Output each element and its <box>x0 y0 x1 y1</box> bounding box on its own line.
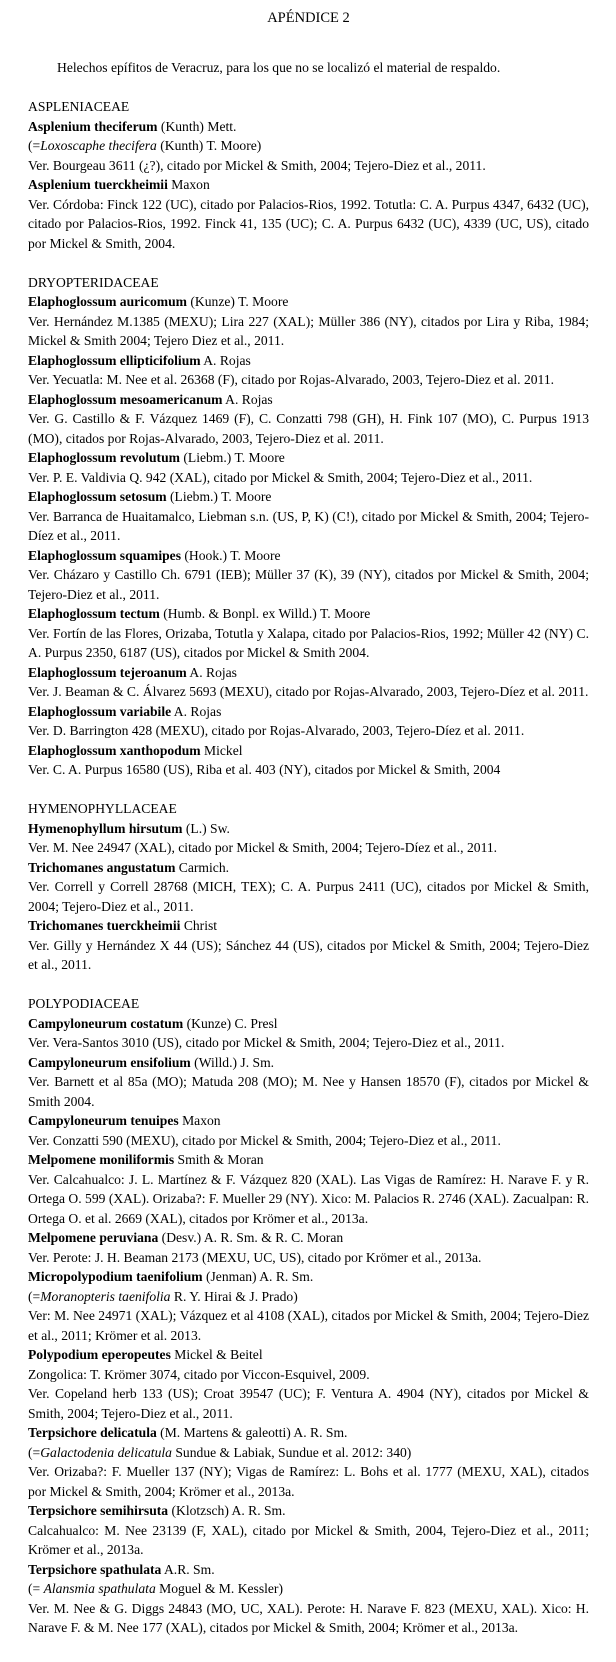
citation-text: Ver. Gilly y Hernández X 44 (US); Sánchez 44 (US), citados por Mickel & Smith, 2004; Tejero-Diez et al., 2011. <box>28 937 589 972</box>
citation-text: (Kunth) Mett. <box>157 118 237 134</box>
species-name: Campyloneurum ensifolium <box>28 1054 191 1070</box>
citation-text: (Kunth) T. Moore) <box>156 138 262 153</box>
species-name-line <box>28 916 589 936</box>
species-name-line <box>28 1228 589 1248</box>
species-name: Terpsichore delicatula <box>28 1425 157 1440</box>
entry-text-line <box>28 312 589 351</box>
entry-text-line <box>28 156 589 176</box>
species-name: Elaphoglossum xanthopodum <box>28 742 201 758</box>
citation-text: (Hook.) T. Moore <box>180 547 281 563</box>
citation-text: (Klotzsch) A. R. Sm. <box>168 1503 286 1518</box>
citation-text: Sundue & Labiak, Sundue et al. 2012: 340) <box>171 1444 412 1460</box>
family-section <box>28 97 589 253</box>
citation-text: Ver. J. Beaman & C. Álvarez 5693 (MEXU), citado por Rojas-Alvarado, 2003, Tejero-Díez et al. 2011. <box>28 684 589 699</box>
citation-text: Ver. Vera-Santos 3010 (US), citado por Mickel & Smith, 2004; Tejero-Diez et al., 2011. <box>28 1035 505 1050</box>
entry-text-line <box>28 1579 589 1599</box>
species-name-line <box>28 1423 589 1443</box>
citation-text: Ver. Bourgeau 3611 (¿?), citado por Mickel & Smith, 2004; Tejero-Diez et al., 2011. <box>28 157 486 173</box>
species-name: Melpomene peruviana <box>28 1230 159 1245</box>
citation-text: Ver. Córdoba: Finck 122 (UC), citado por Palacios-Rios, 1992. Totutla: C. A. Purpus 4347, 6432 (UC), citado por Palacios-Rios, 1992. Finck 41, 135 (UC); C. A. Purpus 6432 (UC), 4339 (UC, US), citado por Mickel & Smith, 2004. <box>28 196 589 251</box>
citation-text: (M. Martens & galeotti) A. R. Sm. <box>156 1425 348 1440</box>
family-heading: POLYPODIACEAE <box>28 996 140 1011</box>
entry-text-line <box>28 1521 589 1560</box>
entry-text-line <box>28 760 589 780</box>
species-name: Micropolypodium taenifolium <box>28 1269 203 1284</box>
species-name: Elaphoglossum auricomum <box>28 294 187 309</box>
entry-text-line <box>28 195 589 254</box>
species-name: Elaphoglossum revolutum <box>28 450 180 465</box>
citation-text: (= <box>28 138 41 153</box>
species-name: Terpsichore semihirsuta <box>28 1503 169 1518</box>
species-name: Campyloneurum costatum <box>28 1015 184 1031</box>
entry-text-line <box>28 624 589 663</box>
citation-text: Ver. C. A. Purpus 16580 (US), Riba et al. 403 (NY), citados por Mickel & Smith, 2004 <box>28 762 501 777</box>
citation-text: Carmich. <box>175 859 230 875</box>
citation-text: Ver. Hernández M.1385 (MEXU); Lira 227 (XAL); Müller 386 (NY), citados por Lira y Riba, 1984; Mickel & Smith 2004; Tejero Diez et al., 2011. <box>28 313 589 348</box>
species-name: Melpomene moniliformis <box>28 1152 175 1167</box>
family-section <box>28 273 589 780</box>
citation-text: (Liebm.) T. Moore <box>166 489 272 504</box>
citation-text: A. Rojas <box>171 703 222 719</box>
citation-text: (= <box>28 1581 44 1596</box>
citation-text: (= <box>28 1288 41 1304</box>
species-name-line <box>28 1267 589 1287</box>
citation-text: Ver. Conzatti 590 (MEXU), citado por Mickel & Smith, 2004; Tejero-Diez et al., 2011. <box>28 1132 501 1148</box>
citation-text: (Liebm.) T. Moore <box>179 450 285 465</box>
species-name-line <box>28 390 589 410</box>
citation-text: Maxon <box>167 177 210 192</box>
species-name: Polypodium eperopeutes <box>28 1347 171 1362</box>
entry-text-line <box>28 409 589 448</box>
entry-text-line <box>28 1306 589 1345</box>
entry-text-line <box>28 1072 589 1111</box>
citation-text: Moguel & M. Kessler) <box>155 1581 283 1596</box>
citation-text: Christ <box>180 918 218 933</box>
species-name-line <box>28 858 589 878</box>
entry-text-line <box>28 1365 589 1385</box>
citation-text: (Desv.) A. R. Sm. & R. C. Moran <box>158 1230 344 1245</box>
species-name-line <box>28 351 589 371</box>
entry-text-line <box>28 838 589 858</box>
species-name: Asplenium tuerckheimii <box>28 177 168 192</box>
species-name-line <box>28 702 589 722</box>
citation-text: Ver. Yecuatla: M. Nee et al. 26368 (F), citado por Rojas-Alvarado, 2003, Tejero-Diez et al. 2011. <box>28 372 555 387</box>
species-name-line <box>28 663 589 683</box>
citation-text: Smith & Moran <box>174 1152 264 1167</box>
species-name: Hymenophyllum hirsutum <box>28 820 183 836</box>
citation-text: (Humb. & Bonpl. ex Willd.) T. Moore <box>159 606 371 621</box>
entry-text-line <box>28 1033 589 1053</box>
family-heading: HYMENOPHYLLACEAE <box>28 801 177 816</box>
species-name: Elaphoglossum mesoamericanum <box>28 391 223 407</box>
citation-text: Ver. Perote: J. H. Beaman 2173 (MEXU, UC, US), citado por Krömer et al., 2013a. <box>28 1249 482 1265</box>
citation-text: A. Rojas <box>222 391 273 407</box>
citation-text: Ver. Orizaba?: F. Mueller 137 (NY); Vigas de Ramírez: L. Bohs et al. 1777 (MEXU, XAL), citados por Mickel & Smith, 2004; Krömer et al., 2013a. <box>28 1464 589 1499</box>
citation-text: Ver. Barranca de Huaitamalco, Liebman s.n. (US, P, K) (C!), citado por Mickel & Smith, 2004; Tejero-Díez et al., 2011. <box>28 508 589 543</box>
family-section <box>28 799 589 975</box>
family-heading: ASPLENIACEAE <box>28 99 130 114</box>
species-name-line <box>28 741 589 761</box>
entry-text-line <box>28 1443 589 1463</box>
citation-text: Mickel & Beitel <box>170 1347 263 1362</box>
citation-text: Ver. Calcahualco: J. L. Martínez & F. Vázquez 820 (XAL). Las Vigas de Ramírez: H. Narave F. y R. Ortega O. 599 (XAL). Orizaba?: F. Mueller 29 (NY). Xico: M. Palacios R. 2746 (XAL). Zacualpan: R. Ortega O. et al. 2669 (XAL), citados por Krömer et al., 2013a. <box>28 1171 589 1226</box>
citation-text: (= <box>28 1444 41 1460</box>
citation-text: Ver. Copeland herb 133 (US); Croat 39547 (UC); F. Ventura A. 4904 (NY), citados por Mickel & Smith, 2004; Tejero-Diez et al., 2011. <box>28 1386 589 1421</box>
species-name-line <box>28 546 589 566</box>
species-name-line <box>28 1560 589 1580</box>
family-section <box>28 994 589 1638</box>
citation-text: (Kunze) C. Presl <box>183 1015 278 1031</box>
citation-text: (Kunze) T. Moore <box>187 294 289 309</box>
entry-text-line <box>28 507 589 546</box>
species-name-line <box>28 1150 589 1170</box>
species-name: Campyloneurum tenuipes <box>28 1113 179 1128</box>
entry-text-line <box>28 936 589 975</box>
entry-text-line <box>28 1131 589 1151</box>
appendix-title: APÉNDICE 2 <box>267 10 350 26</box>
species-name-line <box>28 117 589 137</box>
entry-text-line <box>28 565 589 604</box>
citation-text: Calcahualco: M. Nee 23139 (F, XAL), citado por Mickel & Smith, 2004, Tejero-Diez et al., 2011; Krömer et al., 2013a. <box>28 1522 589 1557</box>
family-heading: DRYOPTERIDACEAE <box>28 274 159 290</box>
entry-text-line <box>28 1462 589 1501</box>
citation-text: A. Rojas <box>186 664 237 680</box>
species-name-line <box>28 487 589 507</box>
species-name-line <box>28 1111 589 1131</box>
species-name-line <box>28 819 589 839</box>
synonym-name: Loxoscaphe thecifera <box>40 138 157 153</box>
citation-text: (Willd.) J. Sm. <box>190 1054 275 1070</box>
entry-text-line <box>28 682 589 702</box>
species-name-line <box>28 1053 589 1073</box>
species-name: Elaphoglossum variabile <box>28 703 172 719</box>
entry-text-line <box>28 370 589 390</box>
citation-text: Ver. D. Barrington 428 (MEXU), citado por Rojas-Alvarado, 2003, Tejero-Díez et al. 2011. <box>28 723 525 738</box>
citation-text: (L.) Sw. <box>182 820 230 836</box>
citation-text: A.R. Sm. <box>161 1561 215 1577</box>
entry-text-line <box>28 136 589 156</box>
species-name: Elaphoglossum setosum <box>28 489 167 504</box>
citation-text: Mickel <box>200 742 243 758</box>
species-name-line <box>28 1345 589 1365</box>
entry-text-line <box>28 1170 589 1229</box>
species-name: Asplenium theciferum <box>28 118 158 134</box>
sections-container <box>28 97 589 1638</box>
citation-text: Ver. Fortín de las Flores, Orizaba, Totutla y Xalapa, citado por Palacios-Rios, 1992; Müller 42 (NY) C. A. Purpus 2350, 6187 (US), citados por Mickel & Smith 2004. <box>28 625 589 660</box>
species-name: Terpsichore spathulata <box>28 1561 162 1577</box>
species-name-line <box>28 448 589 468</box>
synonym-name: Moranopteris taenifolia <box>40 1288 171 1304</box>
entry-text-line <box>28 1384 589 1423</box>
synonym-name: Alansmia spathulata <box>43 1581 156 1596</box>
entry-text-line <box>28 1248 589 1268</box>
species-name-line <box>28 1014 589 1034</box>
citation-text: R. Y. Hirai & J. Prado) <box>170 1288 298 1304</box>
species-name-line <box>28 604 589 624</box>
citation-text: Ver. M. Nee & G. Diggs 24843 (MO, UC, XAL). Perote: H. Narave F. 823 (MEXU, XAL). Xico: H. Narave F. & M. Nee 177 (XAL), citados por Mickel & Smith, 2004; Krömer et al., 2013a. <box>28 1600 589 1635</box>
citation-text: Ver. Correll y Correll 28768 (MICH, TEX); C. A. Purpus 2411 (UC), citados por Mickel & Smith, 2004; Tejero-Diez et al., 2011. <box>28 879 589 914</box>
entry-text-line <box>28 1599 589 1638</box>
species-name-line <box>28 175 589 195</box>
species-name-line <box>28 292 589 312</box>
citation-text: Maxon <box>178 1113 221 1128</box>
entry-text-line <box>28 1287 589 1307</box>
species-name: Trichomanes angustatum <box>28 859 176 875</box>
citation-text: Ver. Cházaro y Castillo Ch. 6791 (IEB); Müller 37 (K), 39 (NY), citados por Mickel & Smith, 2004; Tejero-Diez et al., 2011. <box>28 567 589 602</box>
citation-text: Ver. Barnett et al 85a (MO); Matuda 208 (MO); M. Nee y Hansen 18570 (F), citados por Mickel & Smith 2004. <box>28 1074 589 1109</box>
intro-paragraph: Helechos epífitos de Veracruz, para los que no se localizó el material de respaldo. <box>57 59 501 75</box>
synonym-name: Galactodenia delicatula <box>40 1444 172 1460</box>
citation-text: Zongolica: T. Krömer 3074, citado por Viccon-Esquivel, 2009. <box>28 1366 370 1382</box>
entry-text-line <box>28 877 589 916</box>
species-name: Elaphoglossum tectum <box>28 606 160 621</box>
species-name: Elaphoglossum squamipes <box>28 547 181 563</box>
entry-text-line <box>28 721 589 741</box>
species-name: Trichomanes tuerckheimii <box>28 918 181 933</box>
species-name-line <box>28 1501 589 1521</box>
citation-text: (Jenman) A. R. Sm. <box>202 1269 314 1284</box>
citation-text: Ver. G. Castillo & F. Vázquez 1469 (F), C. Conzatti 798 (GH), H. Fink 107 (MO), C. Purpus 1913 (MO), citados por Rojas-Alvarado, 2003, Tejero-Diez et al. 2011. <box>28 411 589 446</box>
species-name: Elaphoglossum tejeroanum <box>28 664 187 680</box>
citation-text: Ver: M. Nee 24971 (XAL); Vázquez et al 4108 (XAL), citados por Mickel & Smith, 2004; Tejero-Diez et al., 2011; Krömer et al. 2013. <box>28 1308 589 1343</box>
citation-text: A. Rojas <box>200 352 251 368</box>
citation-text: Ver. M. Nee 24947 (XAL), citado por Mickel & Smith, 2004; Tejero-Díez et al., 2011. <box>28 840 498 855</box>
citation-text: Ver. P. E. Valdivia Q. 942 (XAL), citado por Mickel & Smith, 2004; Tejero-Diez et al., 2011. <box>28 469 533 485</box>
entry-text-line <box>28 468 589 488</box>
species-name: Elaphoglossum ellipticifolium <box>28 352 201 368</box>
